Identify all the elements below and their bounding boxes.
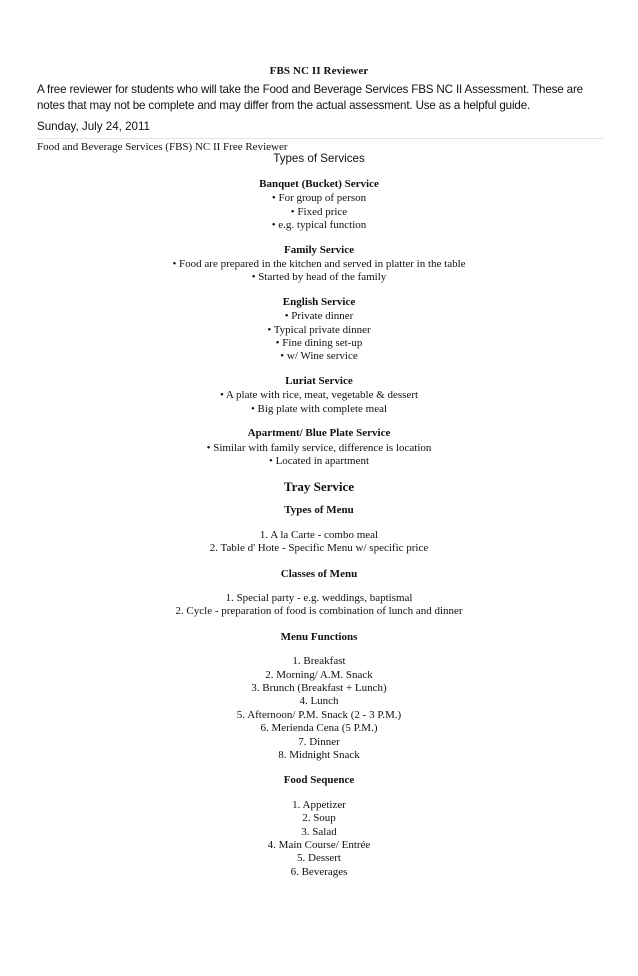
list-item: 2. Morning/ A.M. Snack <box>265 668 373 681</box>
content-body <box>0 152 638 891</box>
service-item: • e.g. typical function <box>271 219 367 232</box>
list-item: 4. Main Course/ Entrée <box>267 839 371 852</box>
food-sequence-section <box>0 774 638 879</box>
service-item: • Private dinner <box>284 310 354 323</box>
document-title: FBS NC II Reviewer <box>269 65 369 77</box>
service-section <box>0 375 638 416</box>
service-section <box>0 178 638 233</box>
classes-of-menu-section <box>0 568 638 619</box>
list-item: 2. Soup <box>302 812 336 825</box>
list-item: 2. Table d' Hote - Specific Menu w/ specific price <box>209 542 429 555</box>
list-item: 3. Brunch (Breakfast + Lunch) <box>251 681 387 694</box>
service-item: • Big plate with complete meal <box>250 402 388 415</box>
service-item: • Typical private dinner <box>267 323 371 336</box>
menu-functions-title: Menu Functions <box>280 630 358 643</box>
service-item: • Fixed price <box>290 205 348 218</box>
list-item: 1. A la Carte - combo meal <box>259 528 379 541</box>
service-title: Luriat Service <box>285 374 353 387</box>
service-section <box>0 296 638 364</box>
types-of-menu-section <box>0 504 638 555</box>
tray-service-heading: Tray Service <box>283 479 355 495</box>
service-title: English Service <box>282 295 356 308</box>
list-item: 1. Breakfast <box>292 655 346 668</box>
service-item: • w/ Wine service <box>280 350 358 363</box>
intro-paragraph: A free reviewer for students who will take the Food and Beverage Services FBS NC II Assessment. These are notes that may not be complete and may differ from the actual assessment. Use as a helpful guide. <box>37 83 583 112</box>
types-of-services-title: Types of Services <box>273 152 365 165</box>
service-item: • Similar with family service, difference is location <box>206 441 432 454</box>
service-item: • For group of person <box>271 192 367 205</box>
divider <box>37 138 603 139</box>
service-title: Family Service <box>284 243 354 256</box>
list-item: 7. Dinner <box>298 735 340 748</box>
service-item: • Food are prepared in the kitchen and served in platter in the table <box>172 258 466 271</box>
list-item: 6. Beverages <box>290 865 348 878</box>
list-item: 8. Midnight Snack <box>278 749 360 761</box>
service-item: • Located in apartment <box>268 454 370 467</box>
food-sequence-title: Food Sequence <box>283 774 355 787</box>
subheading: Food and Beverage Services (FBS) NC II Free Reviewer <box>37 141 288 153</box>
list-item: 1. Appetizer <box>292 798 346 811</box>
list-item: 2. Cycle - preparation of food is combination of lunch and dinner <box>175 605 463 618</box>
service-item: • Started by head of the family <box>251 271 387 284</box>
list-item: 4. Lunch <box>299 695 339 708</box>
classes-of-menu-title: Classes of Menu <box>280 567 358 580</box>
post-date: Sunday, July 24, 2011 <box>37 120 151 133</box>
service-section <box>0 244 638 285</box>
types-of-menu-title: Types of Menu <box>284 504 354 517</box>
menu-functions-section <box>0 631 638 763</box>
service-item: • A plate with rice, meat, vegetable & dessert <box>219 389 419 402</box>
service-title: Apartment/ Blue Plate Service <box>247 427 391 440</box>
service-item: • Fine dining set-up <box>275 337 363 350</box>
list-item: 1. Special party - e.g. weddings, baptismal <box>225 591 413 604</box>
list-item: 5. Dessert <box>297 852 341 865</box>
list-item: 5. Afternoon/ P.M. Snack (2 - 3 P.M.) <box>236 708 402 721</box>
list-item: 6. Merienda Cena (5 P.M.) <box>260 722 378 735</box>
service-title: Banquet (Bucket) Service <box>259 178 379 190</box>
service-section <box>0 427 638 468</box>
list-item: 3. Salad <box>301 825 337 838</box>
